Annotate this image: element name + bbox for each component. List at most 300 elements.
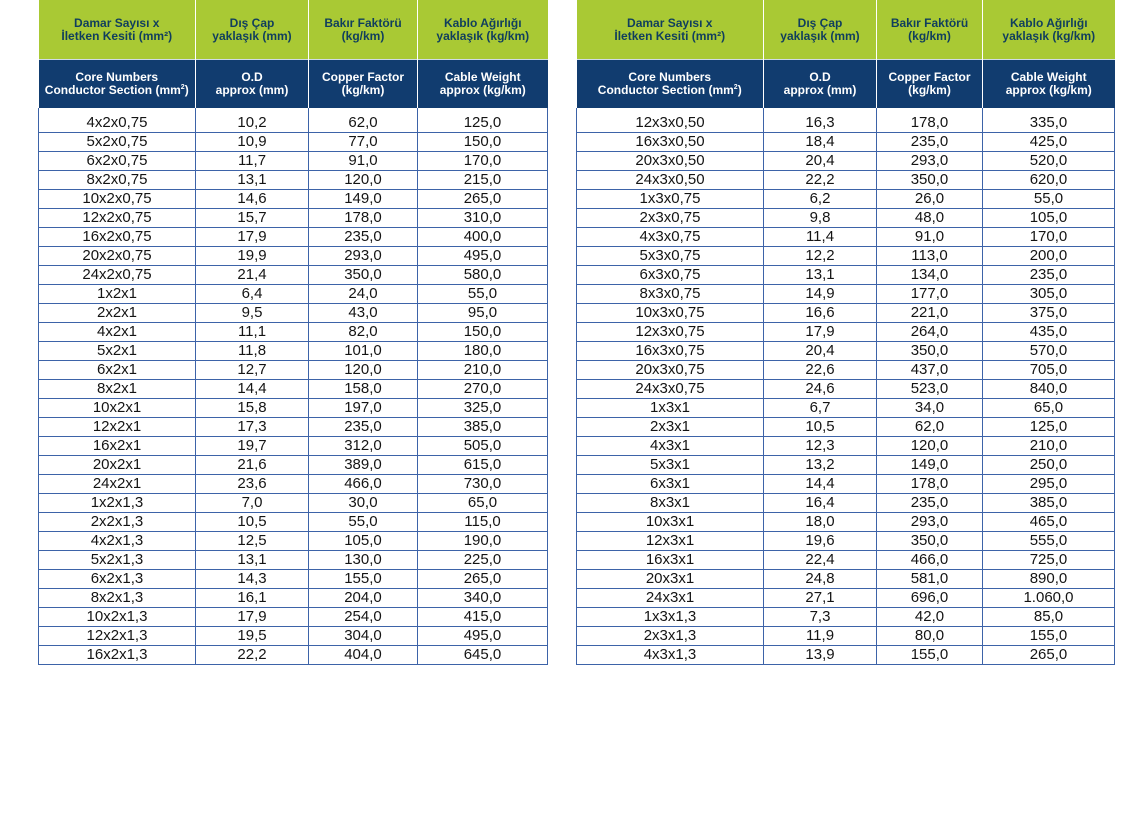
- copper-factor-cell: 155,0: [309, 570, 418, 589]
- copper-factor-cell: 466,0: [309, 475, 418, 494]
- core-section-cell: 16x2x1,3: [39, 646, 196, 665]
- cable-weight-cell: 125,0: [418, 108, 548, 133]
- od-cell: 16,3: [764, 108, 877, 133]
- core-section-cell: 4x2x0,75: [39, 108, 196, 133]
- core-section-cell: 4x3x0,75: [577, 228, 764, 247]
- table-row: [577, 456, 1115, 475]
- core-section-cell: 8x2x1,3: [39, 589, 196, 608]
- cable-weight-cell: 620,0: [983, 171, 1115, 190]
- header-row-english: [577, 60, 1115, 109]
- core-section-cell: 5x3x1: [577, 456, 764, 475]
- table-row: [577, 551, 1115, 570]
- cable-weight-cell: 335,0: [983, 108, 1115, 133]
- core-section-cell: 8x2x0,75: [39, 171, 196, 190]
- core-section-cell: 10x3x1: [577, 513, 764, 532]
- core-section-cell: 4x3x1,3: [577, 646, 764, 665]
- core-section-cell: 12x3x1: [577, 532, 764, 551]
- core-section-cell: 6x3x1: [577, 475, 764, 494]
- core-section-cell: 10x3x0,75: [577, 304, 764, 323]
- cable-weight-cell: 495,0: [418, 247, 548, 266]
- table-row: [39, 285, 548, 304]
- core-section-cell: 12x2x1,3: [39, 627, 196, 646]
- table-row: [577, 513, 1115, 532]
- table-row: [39, 247, 548, 266]
- copper-factor-cell: 178,0: [877, 108, 983, 133]
- copper-factor-cell: 523,0: [877, 380, 983, 399]
- copper-factor-cell: 312,0: [309, 437, 418, 456]
- header-copper-factor-en: Copper Factor (kg/km): [309, 60, 418, 109]
- table-row: [577, 171, 1115, 190]
- od-cell: 11,1: [196, 323, 309, 342]
- od-cell: 12,2: [764, 247, 877, 266]
- core-section-cell: 2x3x0,75: [577, 209, 764, 228]
- table-row: [577, 437, 1115, 456]
- cable-weight-cell: 265,0: [418, 190, 548, 209]
- table-row: [577, 152, 1115, 171]
- table-row: [39, 209, 548, 228]
- header-core-section-en: Core Numbers Conductor Section $(mm^2)$: [39, 60, 196, 109]
- cable-weight-cell: 65,0: [418, 494, 548, 513]
- od-cell: 11,4: [764, 228, 877, 247]
- copper-factor-cell: 48,0: [877, 209, 983, 228]
- table-row: [39, 608, 548, 627]
- od-cell: 22,4: [764, 551, 877, 570]
- copper-factor-cell: 77,0: [309, 133, 418, 152]
- cable-weight-cell: 340,0: [418, 589, 548, 608]
- cable-weight-cell: 295,0: [983, 475, 1115, 494]
- core-section-cell: 4x3x1: [577, 437, 764, 456]
- table-row: [39, 108, 548, 133]
- core-section-cell: 10x2x0,75: [39, 190, 196, 209]
- core-section-cell: 4x2x1,3: [39, 532, 196, 551]
- cable-weight-cell: 725,0: [983, 551, 1115, 570]
- od-cell: 10,2: [196, 108, 309, 133]
- od-cell: 20,4: [764, 152, 877, 171]
- copper-factor-cell: 149,0: [309, 190, 418, 209]
- table-row: [39, 494, 548, 513]
- copper-factor-cell: 24,0: [309, 285, 418, 304]
- copper-factor-cell: 120,0: [309, 361, 418, 380]
- header-core-section-en: Core Numbers Conductor Section $(mm^2)$: [577, 60, 764, 109]
- cable-weight-cell: 150,0: [418, 323, 548, 342]
- cable-weight-cell: 235,0: [983, 266, 1115, 285]
- table-row: [39, 133, 548, 152]
- od-cell: 9,8: [764, 209, 877, 228]
- cable-weight-cell: 570,0: [983, 342, 1115, 361]
- cable-weight-cell: 125,0: [983, 418, 1115, 437]
- table-row: [577, 342, 1115, 361]
- core-section-cell: 5x3x0,75: [577, 247, 764, 266]
- copper-factor-cell: 350,0: [877, 532, 983, 551]
- table-row: [577, 108, 1115, 133]
- cable-weight-cell: 265,0: [983, 646, 1115, 665]
- table-row: [39, 570, 548, 589]
- cable-weight-cell: 385,0: [983, 494, 1115, 513]
- core-section-cell: 24x3x0,75: [577, 380, 764, 399]
- cable-weight-cell: 55,0: [418, 285, 548, 304]
- header-core-section-tr: Damar Sayısı x İletken Kesiti (mm²): [577, 0, 764, 60]
- core-section-cell: 2x2x1,3: [39, 513, 196, 532]
- core-section-cell: 24x2x0,75: [39, 266, 196, 285]
- core-section-cell: 12x3x0,75: [577, 323, 764, 342]
- copper-factor-cell: 389,0: [309, 456, 418, 475]
- cable-weight-cell: 465,0: [983, 513, 1115, 532]
- copper-factor-cell: 404,0: [309, 646, 418, 665]
- od-cell: 11,8: [196, 342, 309, 361]
- cable-table-right: [576, 0, 1115, 665]
- header-od-en: O.D approx (mm): [764, 60, 877, 109]
- core-section-cell: 8x3x1: [577, 494, 764, 513]
- core-section-cell: 20x2x0,75: [39, 247, 196, 266]
- copper-factor-cell: 350,0: [877, 342, 983, 361]
- table-row: [39, 646, 548, 665]
- table-row: [577, 380, 1115, 399]
- header-cable-weight-en: Cable Weight approx (kg/km): [983, 60, 1115, 109]
- copper-factor-cell: 113,0: [877, 247, 983, 266]
- core-section-cell: 8x2x1: [39, 380, 196, 399]
- copper-factor-cell: 293,0: [877, 513, 983, 532]
- copper-factor-cell: 293,0: [877, 152, 983, 171]
- od-cell: 19,9: [196, 247, 309, 266]
- cable-weight-cell: 645,0: [418, 646, 548, 665]
- copper-factor-cell: 466,0: [877, 551, 983, 570]
- core-section-cell: 20x3x0,75: [577, 361, 764, 380]
- core-section-cell: 10x2x1,3: [39, 608, 196, 627]
- od-cell: 22,6: [764, 361, 877, 380]
- cable-weight-cell: 180,0: [418, 342, 548, 361]
- od-cell: 24,8: [764, 570, 877, 589]
- od-cell: 6,7: [764, 399, 877, 418]
- copper-factor-cell: 149,0: [877, 456, 983, 475]
- core-section-cell: 6x2x1: [39, 361, 196, 380]
- cable-weight-cell: 495,0: [418, 627, 548, 646]
- table-row: [39, 589, 548, 608]
- od-cell: 19,5: [196, 627, 309, 646]
- core-section-cell: 12x3x0,50: [577, 108, 764, 133]
- od-cell: 24,6: [764, 380, 877, 399]
- header-cable-weight-tr: Kablo Ağırlığı yaklaşık (kg/km): [983, 0, 1115, 60]
- cable-weight-cell: 200,0: [983, 247, 1115, 266]
- cable-weight-cell: 210,0: [983, 437, 1115, 456]
- core-section-cell: 6x2x1,3: [39, 570, 196, 589]
- od-cell: 21,4: [196, 266, 309, 285]
- copper-factor-cell: 221,0: [877, 304, 983, 323]
- core-section-cell: 12x2x0,75: [39, 209, 196, 228]
- table-body-right: [577, 108, 1115, 665]
- od-cell: 11,7: [196, 152, 309, 171]
- od-cell: 12,7: [196, 361, 309, 380]
- table-row: [577, 646, 1115, 665]
- cable-weight-cell: 730,0: [418, 475, 548, 494]
- copper-factor-cell: 235,0: [309, 228, 418, 247]
- od-cell: 21,6: [196, 456, 309, 475]
- table-row: [39, 532, 548, 551]
- table-row: [39, 342, 548, 361]
- od-cell: 15,8: [196, 399, 309, 418]
- od-cell: 18,4: [764, 133, 877, 152]
- od-cell: 14,6: [196, 190, 309, 209]
- core-section-cell: 24x3x1: [577, 589, 764, 608]
- header-row-english: [39, 60, 548, 109]
- core-section-cell: 8x3x0,75: [577, 285, 764, 304]
- copper-factor-cell: 120,0: [877, 437, 983, 456]
- header-od-en: O.D approx (mm): [196, 60, 309, 109]
- cable-weight-cell: 150,0: [418, 133, 548, 152]
- copper-factor-cell: 130,0: [309, 551, 418, 570]
- copper-factor-cell: 155,0: [877, 646, 983, 665]
- copper-factor-cell: 134,0: [877, 266, 983, 285]
- cable-weight-cell: 95,0: [418, 304, 548, 323]
- od-cell: 16,4: [764, 494, 877, 513]
- table-row: [39, 266, 548, 285]
- copper-factor-cell: 350,0: [877, 171, 983, 190]
- copper-factor-cell: 43,0: [309, 304, 418, 323]
- cable-weight-cell: 580,0: [418, 266, 548, 285]
- table-row: [39, 361, 548, 380]
- core-section-cell: 1x3x1,3: [577, 608, 764, 627]
- od-cell: 7,3: [764, 608, 877, 627]
- core-section-cell: 1x3x1: [577, 399, 764, 418]
- table-row: [39, 418, 548, 437]
- od-cell: 14,9: [764, 285, 877, 304]
- cable-weight-cell: 190,0: [418, 532, 548, 551]
- cable-weight-cell: 325,0: [418, 399, 548, 418]
- table-row: [39, 304, 548, 323]
- table-row: [39, 437, 548, 456]
- copper-factor-cell: 80,0: [877, 627, 983, 646]
- cable-weight-cell: 305,0: [983, 285, 1115, 304]
- table-body-left: [39, 108, 548, 665]
- od-cell: 16,6: [764, 304, 877, 323]
- od-cell: 10,5: [196, 513, 309, 532]
- cable-weight-cell: 65,0: [983, 399, 1115, 418]
- core-section-cell: 1x2x1: [39, 285, 196, 304]
- table-row: [577, 494, 1115, 513]
- copper-factor-cell: 581,0: [877, 570, 983, 589]
- od-cell: 11,9: [764, 627, 877, 646]
- table-row: [39, 380, 548, 399]
- header-od-tr: Dış Çap yaklaşık (mm): [196, 0, 309, 60]
- copper-factor-cell: 30,0: [309, 494, 418, 513]
- cable-weight-cell: 115,0: [418, 513, 548, 532]
- core-section-cell: 5x2x0,75: [39, 133, 196, 152]
- copper-factor-cell: 197,0: [309, 399, 418, 418]
- core-section-cell: 20x2x1: [39, 456, 196, 475]
- cable-weight-cell: 250,0: [983, 456, 1115, 475]
- od-cell: 15,7: [196, 209, 309, 228]
- table-row: [577, 285, 1115, 304]
- od-cell: 20,4: [764, 342, 877, 361]
- od-cell: 19,7: [196, 437, 309, 456]
- od-cell: 23,6: [196, 475, 309, 494]
- table-row: [577, 323, 1115, 342]
- cable-weight-cell: 435,0: [983, 323, 1115, 342]
- core-section-cell: 16x3x0,50: [577, 133, 764, 152]
- core-section-cell: 20x3x0,50: [577, 152, 764, 171]
- cable-weight-cell: 400,0: [418, 228, 548, 247]
- od-cell: 16,1: [196, 589, 309, 608]
- core-section-cell: 16x3x0,75: [577, 342, 764, 361]
- core-section-cell: 24x2x1: [39, 475, 196, 494]
- copper-factor-cell: 62,0: [309, 108, 418, 133]
- copper-factor-cell: 91,0: [309, 152, 418, 171]
- od-cell: 12,3: [764, 437, 877, 456]
- header-copper-factor-tr: Bakır Faktörü (kg/km): [309, 0, 418, 60]
- header-cable-weight-en: Cable Weight approx (kg/km): [418, 60, 548, 109]
- core-section-cell: 5x2x1: [39, 342, 196, 361]
- table-row: [577, 228, 1115, 247]
- cable-weight-cell: 105,0: [983, 209, 1115, 228]
- od-cell: 10,9: [196, 133, 309, 152]
- cable-table-left: [38, 0, 548, 665]
- od-cell: 14,4: [764, 475, 877, 494]
- cable-weight-cell: 1.060,0: [983, 589, 1115, 608]
- od-cell: 12,5: [196, 532, 309, 551]
- copper-factor-cell: 177,0: [877, 285, 983, 304]
- table-row: [577, 361, 1115, 380]
- core-section-cell: 16x2x1: [39, 437, 196, 456]
- table-row: [577, 475, 1115, 494]
- table-row: [577, 627, 1115, 646]
- table-row: [39, 152, 548, 171]
- table-row: [577, 532, 1115, 551]
- od-cell: 7,0: [196, 494, 309, 513]
- copper-factor-cell: 101,0: [309, 342, 418, 361]
- header-copper-factor-en: Copper Factor (kg/km): [877, 60, 983, 109]
- table-row: [577, 570, 1115, 589]
- copper-factor-cell: 158,0: [309, 380, 418, 399]
- copper-factor-cell: 235,0: [877, 133, 983, 152]
- od-cell: 13,1: [196, 551, 309, 570]
- table-row: [577, 133, 1115, 152]
- core-section-cell: 6x3x0,75: [577, 266, 764, 285]
- od-cell: 22,2: [196, 646, 309, 665]
- table-row: [39, 513, 548, 532]
- cable-weight-cell: 415,0: [418, 608, 548, 627]
- cable-weight-cell: 225,0: [418, 551, 548, 570]
- cable-weight-cell: 505,0: [418, 437, 548, 456]
- od-cell: 13,1: [764, 266, 877, 285]
- od-cell: 17,9: [196, 228, 309, 247]
- table-row: [577, 399, 1115, 418]
- od-cell: 17,9: [196, 608, 309, 627]
- od-cell: 9,5: [196, 304, 309, 323]
- table-row: [577, 418, 1115, 437]
- table-row: [39, 475, 548, 494]
- copper-factor-cell: 254,0: [309, 608, 418, 627]
- cable-weight-cell: 520,0: [983, 152, 1115, 171]
- table-row: [39, 627, 548, 646]
- od-cell: 22,2: [764, 171, 877, 190]
- cable-weight-cell: 615,0: [418, 456, 548, 475]
- copper-factor-cell: 264,0: [877, 323, 983, 342]
- header-row-turkish: [577, 0, 1115, 60]
- table-row: [577, 247, 1115, 266]
- cable-weight-cell: 55,0: [983, 190, 1115, 209]
- table-row: [39, 323, 548, 342]
- od-cell: 17,3: [196, 418, 309, 437]
- core-section-cell: 1x3x0,75: [577, 190, 764, 209]
- cable-weight-cell: 375,0: [983, 304, 1115, 323]
- od-cell: 17,9: [764, 323, 877, 342]
- od-cell: 19,6: [764, 532, 877, 551]
- cable-weight-cell: 840,0: [983, 380, 1115, 399]
- copper-factor-cell: 62,0: [877, 418, 983, 437]
- table-row: [577, 266, 1115, 285]
- core-section-cell: 10x2x1: [39, 399, 196, 418]
- od-cell: 14,3: [196, 570, 309, 589]
- copper-factor-cell: 55,0: [309, 513, 418, 532]
- od-cell: 14,4: [196, 380, 309, 399]
- core-section-cell: 6x2x0,75: [39, 152, 196, 171]
- table-row: [39, 456, 548, 475]
- od-cell: 6,2: [764, 190, 877, 209]
- table-row: [577, 209, 1115, 228]
- core-section-cell: 2x3x1: [577, 418, 764, 437]
- copper-factor-cell: 105,0: [309, 532, 418, 551]
- header-row-turkish: [39, 0, 548, 60]
- table-row: [39, 171, 548, 190]
- copper-factor-cell: 120,0: [309, 171, 418, 190]
- table-row: [39, 399, 548, 418]
- core-section-cell: 5x2x1,3: [39, 551, 196, 570]
- core-section-cell: 16x2x0,75: [39, 228, 196, 247]
- copper-factor-cell: 42,0: [877, 608, 983, 627]
- copper-factor-cell: 34,0: [877, 399, 983, 418]
- core-section-cell: 16x3x1: [577, 551, 764, 570]
- table-row: [577, 304, 1115, 323]
- cable-weight-cell: 270,0: [418, 380, 548, 399]
- od-cell: 13,2: [764, 456, 877, 475]
- table-row: [577, 190, 1115, 209]
- od-cell: 6,4: [196, 285, 309, 304]
- copper-factor-cell: 82,0: [309, 323, 418, 342]
- od-cell: 13,9: [764, 646, 877, 665]
- core-section-cell: 4x2x1: [39, 323, 196, 342]
- cable-weight-cell: 215,0: [418, 171, 548, 190]
- od-cell: 18,0: [764, 513, 877, 532]
- table-row: [577, 608, 1115, 627]
- copper-factor-cell: 26,0: [877, 190, 983, 209]
- copper-factor-cell: 204,0: [309, 589, 418, 608]
- table-row: [39, 228, 548, 247]
- core-section-cell: 2x3x1,3: [577, 627, 764, 646]
- cable-weight-cell: 890,0: [983, 570, 1115, 589]
- cable-weight-cell: 210,0: [418, 361, 548, 380]
- core-section-cell: 2x2x1: [39, 304, 196, 323]
- header-cable-weight-tr: Kablo Ağırlığı yaklaşık (kg/km): [418, 0, 548, 60]
- cable-weight-cell: 555,0: [983, 532, 1115, 551]
- cable-weight-cell: 85,0: [983, 608, 1115, 627]
- copper-factor-cell: 350,0: [309, 266, 418, 285]
- table-row: [39, 190, 548, 209]
- od-cell: 13,1: [196, 171, 309, 190]
- cable-weight-cell: 705,0: [983, 361, 1115, 380]
- table-row: [39, 551, 548, 570]
- cable-weight-cell: 155,0: [983, 627, 1115, 646]
- copper-factor-cell: 696,0: [877, 589, 983, 608]
- header-copper-factor-tr: Bakır Faktörü (kg/km): [877, 0, 983, 60]
- core-section-cell: 1x2x1,3: [39, 494, 196, 513]
- od-cell: 27,1: [764, 589, 877, 608]
- table-row: [577, 589, 1115, 608]
- cable-weight-cell: 425,0: [983, 133, 1115, 152]
- cable-weight-cell: 170,0: [418, 152, 548, 171]
- copper-factor-cell: 235,0: [309, 418, 418, 437]
- copper-factor-cell: 178,0: [309, 209, 418, 228]
- copper-factor-cell: 91,0: [877, 228, 983, 247]
- core-section-cell: 12x2x1: [39, 418, 196, 437]
